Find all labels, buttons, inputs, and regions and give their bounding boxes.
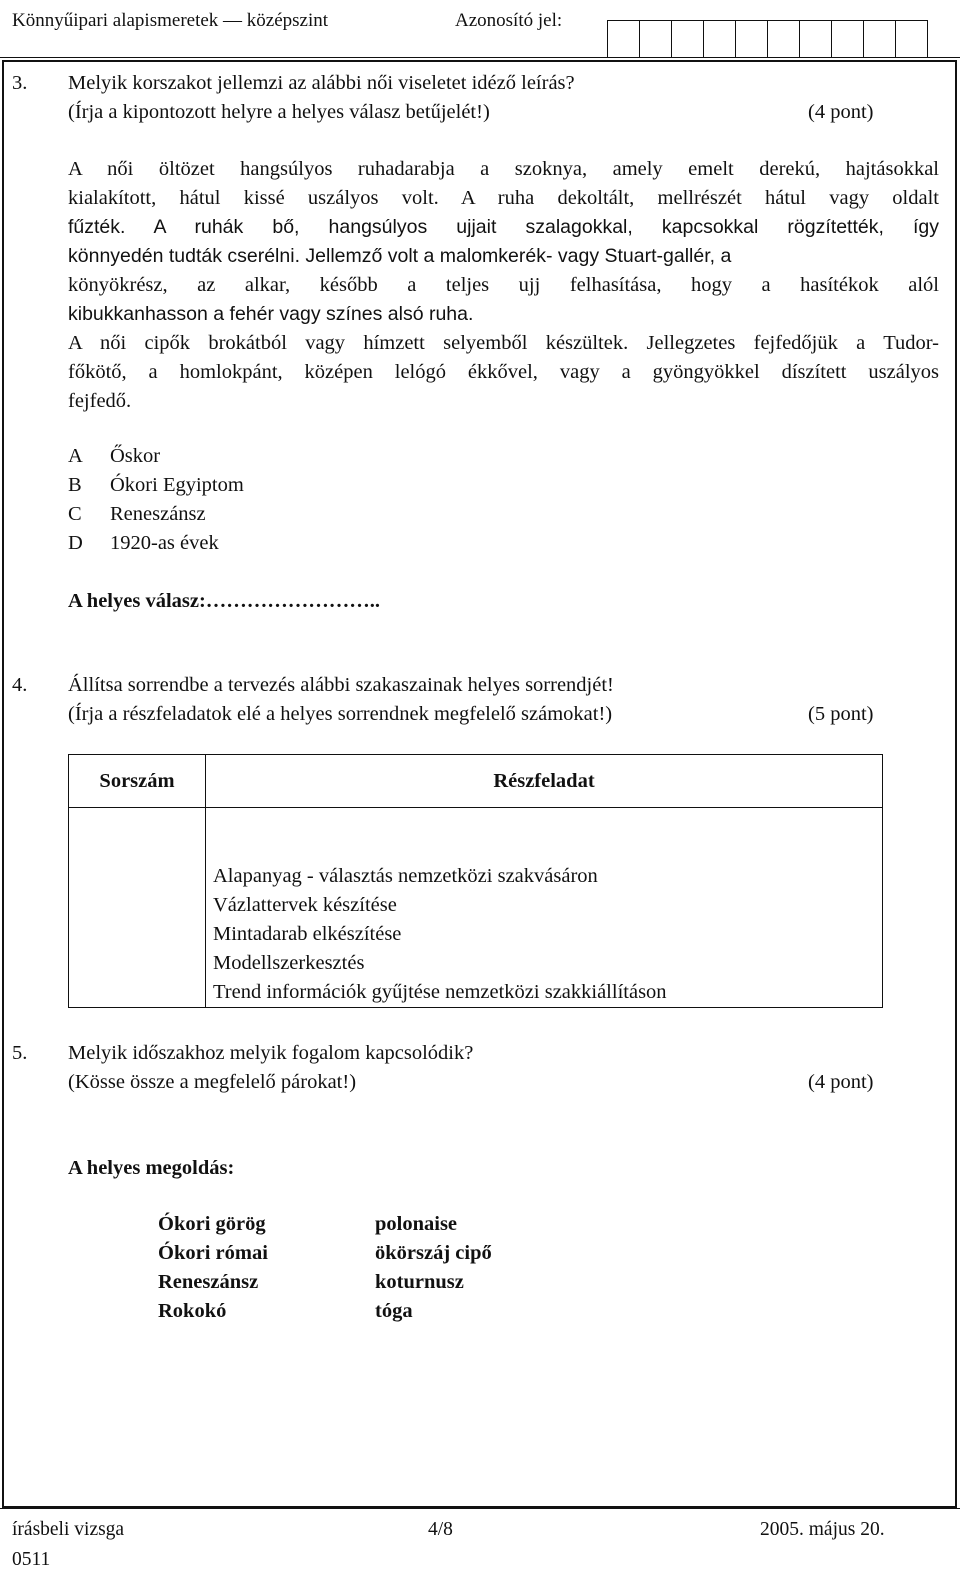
id-box[interactable] <box>639 20 672 58</box>
q3-points: (4 pont) <box>808 101 874 123</box>
option-letter: D <box>68 532 83 554</box>
id-box[interactable] <box>703 20 736 58</box>
id-box[interactable] <box>767 20 800 58</box>
q5-solution-label: A helyes megoldás: <box>68 1157 235 1179</box>
q5-points: (4 pont) <box>808 1071 874 1093</box>
q3-text-line: könnyedén tudták cserélni. Jellemző volt a malomkerék- vagy Stuart-gallér, a <box>68 245 732 267</box>
task-item: Vázlattervek készítése <box>213 894 397 916</box>
q3-text-line: A női öltözet hangsúlyos ruhadarabja a szoknya, amely emelt derekú, hajtásokkal <box>68 158 939 180</box>
q4-number: 4. <box>12 674 28 696</box>
period-item[interactable]: Ókori római <box>158 1242 268 1264</box>
task-item: Trend információk gyűjtése nemzetközi szakkiállításon <box>213 981 667 1003</box>
concept-item[interactable]: koturnusz <box>375 1271 464 1293</box>
period-item[interactable]: Reneszánsz <box>158 1271 259 1293</box>
q3-text-line: főkötő, a homlokpánt, középen lelógó ékkővel, vagy a gyöngyökkel díszített uszályos <box>68 361 939 383</box>
id-box[interactable] <box>671 20 704 58</box>
concept-item[interactable]: polonaise <box>375 1213 458 1235</box>
task-item: Modellszerkesztés <box>213 952 365 974</box>
q4-points: (5 pont) <box>808 703 874 725</box>
footer-code: 0511 <box>12 1549 51 1570</box>
exam-subject-header: Könnyűipari alapismeretek — középszint <box>12 10 329 31</box>
concept-item[interactable]: tóga <box>375 1300 413 1322</box>
id-box[interactable] <box>735 20 768 58</box>
id-box[interactable] <box>799 20 832 58</box>
header-rule <box>0 57 960 58</box>
concept-item[interactable]: ökörszáj cipő <box>375 1242 492 1264</box>
q4-prompt: Állítsa sorrendbe a tervezés alábbi szakaszainak helyes sorrendjét! <box>68 674 614 696</box>
option-text: Ókori Egyiptom <box>110 474 244 496</box>
task-item: Alapanyag - választás nemzetközi szakvásáron <box>213 865 598 887</box>
id-box[interactable] <box>863 20 896 58</box>
q3-text-line: A női cipők brokátból vagy hímzett selyemből készültek. Jellegzetes fejfedőjük a Tudor- <box>68 332 939 354</box>
col-header-number: Sorszám <box>69 755 206 808</box>
task-list-cell <box>206 808 883 1008</box>
footer-exam-type: írásbeli vizsga <box>12 1519 125 1540</box>
q3-text-line: fejfedő. <box>68 390 132 412</box>
q5-instruction: (Kösse össze a megfelelő párokat!) <box>68 1071 357 1093</box>
footer-date: 2005. május 20. <box>760 1519 885 1540</box>
q3-instruction: (Írja a kipontozott helyre a helyes válasz betűjelét!) <box>68 101 490 123</box>
id-boxes <box>607 20 947 58</box>
task-item: Mintadarab elkészítése <box>213 923 402 945</box>
q3-number: 3. <box>12 72 28 94</box>
q5-number: 5. <box>12 1042 28 1064</box>
q3-text-line: fűzték. A ruhák bő, hangsúlyos ujjait szalagokkal, kapcsokkal rögzítették, így <box>68 216 939 238</box>
ordering-table <box>68 754 883 1008</box>
option-letter: A <box>68 445 83 467</box>
q3-prompt: Melyik korszakot jellemzi az alábbi női viseletet idéző leírás? <box>68 72 575 94</box>
col-header-task: Részfeladat <box>206 755 883 808</box>
option-letter: C <box>68 503 82 525</box>
q5-prompt: Melyik időszakhoz melyik fogalom kapcsolódik? <box>68 1042 474 1064</box>
option-letter: B <box>68 474 82 496</box>
footer-page-number: 4/8 <box>428 1519 453 1540</box>
q4-instruction: (Írja a részfeladatok elé a helyes sorrendnek megfelelő számokat!) <box>68 703 613 725</box>
period-item[interactable]: Ókori görög <box>158 1213 266 1235</box>
id-box[interactable] <box>607 20 640 58</box>
option-text: Őskor <box>110 445 161 467</box>
id-label: Azonosító jel: <box>455 10 563 31</box>
id-box[interactable] <box>831 20 864 58</box>
option-text: Reneszánsz <box>110 503 206 525</box>
option-text: 1920-as évek <box>110 532 219 554</box>
period-item[interactable]: Rokokó <box>158 1300 227 1322</box>
id-box[interactable] <box>895 20 928 58</box>
q3-text-line: könyökrész, az alkar, később a teljes ujj felhasítása, hogy a hasítékok alól <box>68 274 939 296</box>
q3-text-line: kibukkanhasson a fehér vagy színes alsó ruha. <box>68 303 474 325</box>
q3-answer-field[interactable]: A helyes válasz:…………………….. <box>68 590 381 612</box>
footer-rule <box>0 1508 960 1509</box>
q3-text-line: kialakított, hátul kissé uszályos volt. A ruha dekoltált, mellrészét hátul vagy oldalt <box>68 187 939 209</box>
